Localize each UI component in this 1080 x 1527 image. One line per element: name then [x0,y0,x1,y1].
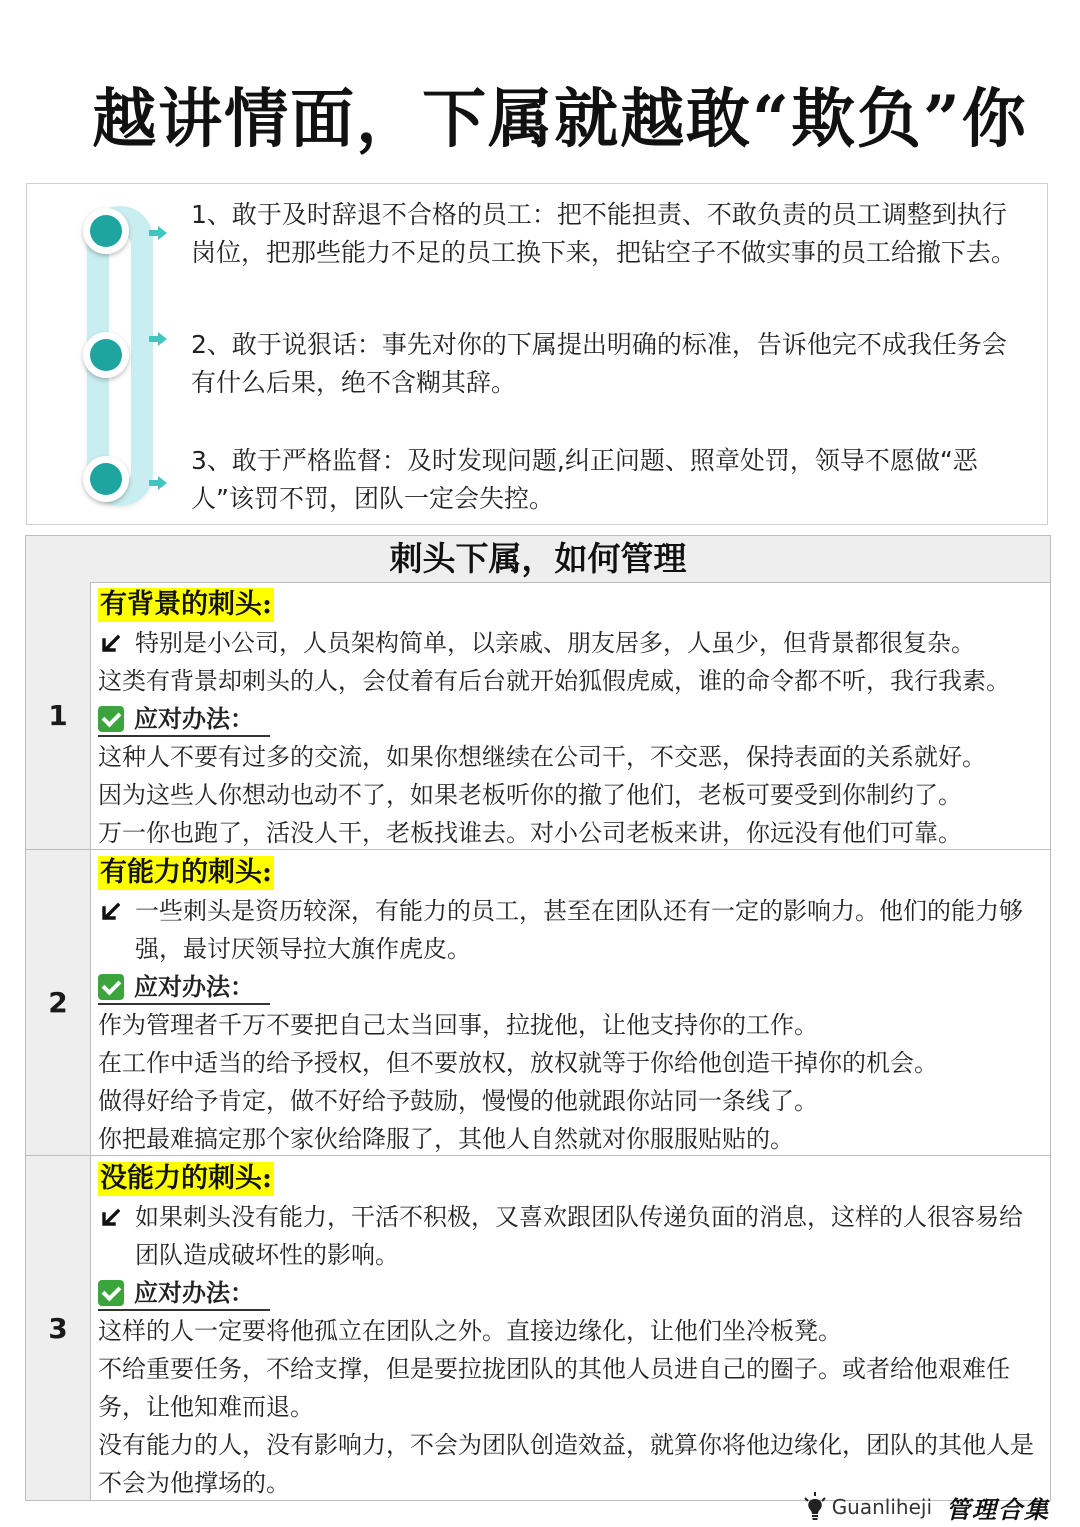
intro-panel [26,183,1048,525]
description: 一些刺头是资历较深，有能力的员工，甚至在团队还有一定的影响力。他们的能力够强，最讨厌领导拉大旗作虎皮。 [98,892,1044,968]
solution-line: 做得好给予肯定，做不好给予鼓励，慢慢的他就跟你站同一条线了。 [98,1087,818,1115]
solution-line: 你把最难搞定那个家伙给降服了，其他人自然就对你服服贴贴的。 [98,1125,794,1153]
arrow-southwest-icon [100,634,120,654]
solution-line: 因为这些人你想动也动不了，如果老板听你的撤了他们，老板可要受到你制约了。 [98,781,962,809]
solution-line: 作为管理者千万不要把自己太当回事，拉拢他，让他支持你的工作。 [98,1011,818,1039]
brand-chinese: 管理合集 [946,1494,1050,1524]
check-icon [98,974,124,1000]
management-table [25,535,1051,1501]
description-extra: 这类有背景却刺头的人，会仗着有后台就开始狐假虎威，谁的命令都不听，我行我素。 [98,667,1010,695]
footer-brand [804,1489,1050,1525]
table-row [26,1156,1050,1500]
solution-line: 这样的人一定要将他孤立在团队之外。直接边缘化，让他们坐冷板凳。 [98,1317,842,1345]
description: 如果刺头没有能力，干活不积极，又喜欢跟团队传递负面的消息，这样的人很容易给团队造成破坏性的影响。 [98,1198,1044,1274]
intro-item-3: 3、敢于严格监督：及时发现问题,纠正问题、照章处罚，领导不愿做“恶人”该罚不罚，团队一定会失控。 [191,446,978,513]
arrow-right-icon [149,476,167,490]
row-content [98,586,1044,852]
solution-heading: 应对办法： [98,971,270,1005]
category-title: 有能力的刺头: [100,857,272,888]
row-number: 1 [26,582,91,849]
table-header: 刺头下属，如何管理 [26,536,1050,583]
arrow-southwest-icon [100,902,120,922]
row-content [98,854,1044,1158]
solution-heading: 应对办法： [98,703,270,737]
category-title: 没能力的刺头: [100,1163,272,1194]
check-icon [98,706,124,732]
arrow-southwest-icon [100,1208,120,1228]
timeline-node-icon [83,456,129,502]
table-row [26,582,1050,850]
solution-line: 没有能力的人，没有影响力，不会为团队创造效益，就算你将他边缘化，团队的其他人是不会为他撑场的。 [98,1431,1034,1497]
solution-line: 在工作中适当的给予授权，但不要放权，放权就等于你给他创造干掉你的机会。 [98,1049,938,1077]
timeline-node-icon [83,332,129,378]
category-title: 有背景的刺头: [100,589,272,620]
intro-item-2: 2、敢于说狠话：事先对你的下属提出明确的标准，告诉他完不成我任务会有什么后果，绝不含糊其辞。 [191,330,1007,397]
arrow-right-icon [149,226,167,240]
solution-line: 这种人不要有过多的交流，如果你想继续在公司干，不交恶，保持表面的关系就好。 [98,743,986,771]
row-content [98,1160,1044,1502]
row-number: 3 [26,1156,91,1500]
solution-heading: 应对办法： [98,1277,270,1311]
solution-line: 不给重要任务，不给支撑，但是要拉拢团队的其他人员进自己的圈子。或者给他艰难任务，让他知难而退。 [98,1355,1010,1421]
page-title: 越讲情面，下属就越敢“欺负”你 [92,82,1028,157]
lightbulb-icon [804,1492,826,1522]
brand-english: Guanliheji [831,1495,932,1519]
row-number: 2 [26,850,91,1155]
table-row [26,850,1050,1156]
timeline-node-icon [83,208,129,254]
description: 特别是小公司，人员架构简单，以亲戚、朋友居多，人虽少，但背景都很复杂。 [98,624,1044,662]
solution-line: 万一你也跑了，活没人干，老板找谁去。对小公司老板来讲，你远没有他们可靠。 [98,819,962,847]
arrow-right-icon [149,332,167,346]
check-icon [98,1280,124,1306]
intro-item-1: 1、敢于及时辞退不合格的员工：把不能担责、不敢负责的员工调整到执行岗位，把那些能力不足的员工换下来，把钻空子不做实事的员工给撤下去。 [191,200,1017,267]
